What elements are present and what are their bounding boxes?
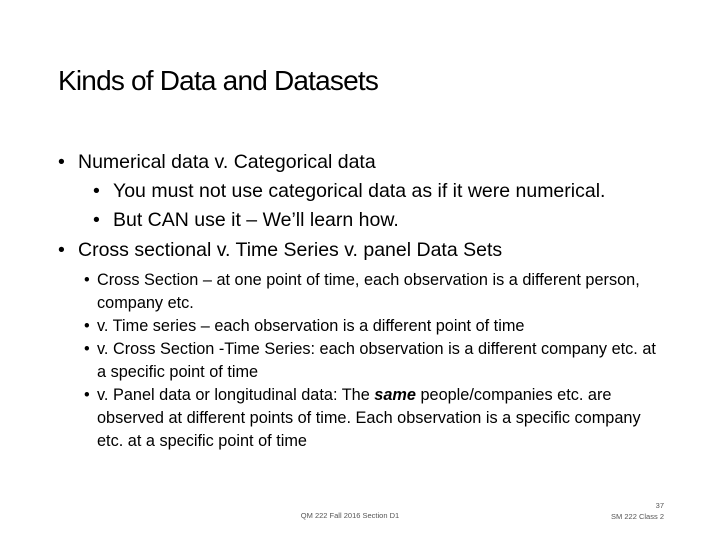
bullet-icon: • bbox=[58, 151, 65, 173]
bullet-text: But CAN use it – We’ll learn how. bbox=[113, 209, 399, 231]
bullet-icon: • bbox=[84, 386, 90, 404]
bullet-text: You must not use categorical data as if it were numerical. bbox=[113, 180, 606, 202]
footer-class: SM 222 Class 2 bbox=[611, 512, 664, 521]
bullet-icon: • bbox=[58, 239, 65, 261]
bullet-item bbox=[58, 206, 698, 235]
footer-right bbox=[611, 500, 664, 522]
bullet-text: Cross Section – at one point of time, each observation is a different person, company etc. bbox=[97, 271, 640, 312]
bullet-text: Numerical data v. Categorical data bbox=[78, 151, 376, 173]
slide-title: Kinds of Data and Datasets bbox=[58, 65, 379, 96]
emphasis-text: same bbox=[374, 386, 416, 404]
bullet-text: v. Time series – each observation is a different point of time bbox=[97, 317, 525, 335]
bullet-icon: • bbox=[84, 317, 90, 335]
bullet-text bbox=[97, 386, 641, 450]
bullet-item bbox=[58, 384, 698, 453]
bullet-item bbox=[58, 177, 698, 206]
bullet-icon: • bbox=[93, 209, 100, 231]
bullet-item bbox=[58, 315, 698, 338]
footer-course: QM 222 Fall 2016 Section D1 bbox=[300, 511, 400, 520]
bullet-icon: • bbox=[84, 271, 90, 289]
text-run: people/companies etc. are observed at different points of time. Each observation is a specific company etc. at a specific point of time bbox=[97, 386, 641, 450]
bullet-icon: • bbox=[93, 180, 100, 202]
bullet-item bbox=[58, 148, 698, 177]
bullet-item bbox=[58, 269, 698, 315]
page-number: 37 bbox=[655, 501, 664, 510]
bullet-list bbox=[58, 148, 698, 453]
bullet-icon: • bbox=[84, 340, 90, 358]
bullet-text: Cross sectional v. Time Series v. panel Data Sets bbox=[78, 239, 503, 261]
bullet-text: v. Cross Section -Time Series: each observation is a different company etc. at a specific point of time bbox=[97, 340, 656, 381]
bullet-item bbox=[58, 236, 698, 265]
bullet-item bbox=[58, 338, 698, 384]
text-run: v. Panel data or longitudinal data: The bbox=[97, 386, 375, 404]
